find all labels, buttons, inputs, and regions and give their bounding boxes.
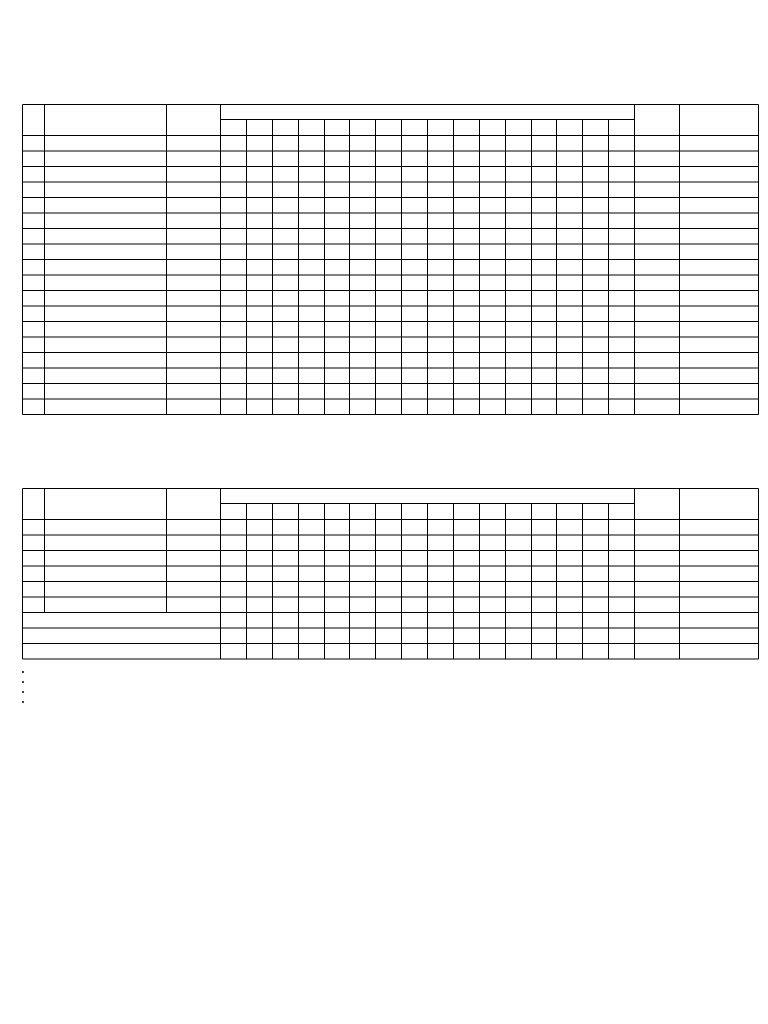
footnote-dot — [22, 691, 24, 693]
footnote-dot — [22, 671, 24, 673]
footnote-markers — [20, 669, 28, 705]
footnote-dot — [22, 701, 24, 703]
table-2-grid — [22, 0, 758, 1024]
table-2 — [22, 0, 758, 1024]
footnote-dot — [22, 681, 24, 683]
